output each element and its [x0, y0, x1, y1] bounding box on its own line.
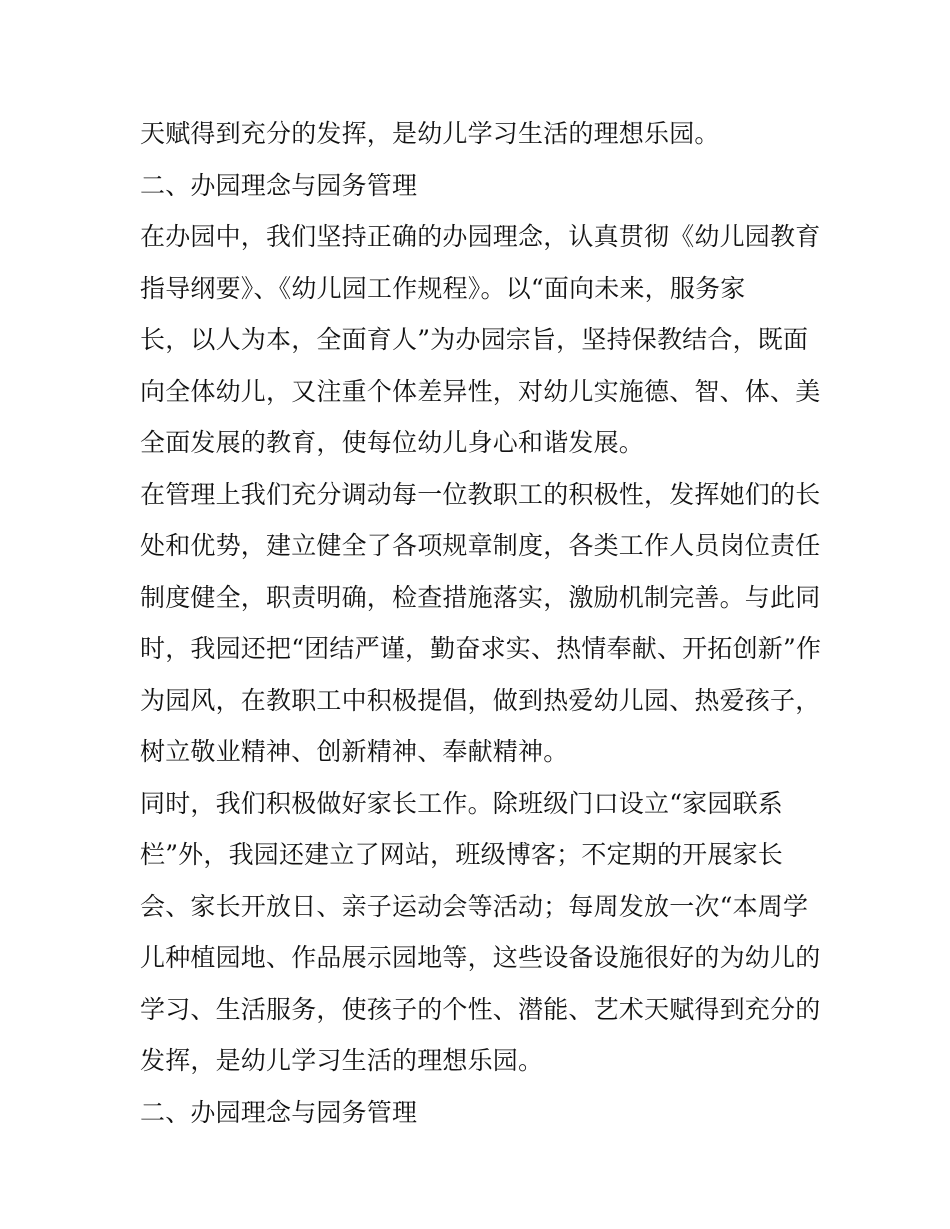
text-line: 会、家长开放日、亲子运动会等活动；每周发放一次“本周学 — [140, 891, 809, 921]
text-line: 学习、生活服务，使孩子的个性、潜能、艺术天赋得到充分的 — [140, 994, 821, 1024]
text-line: 在管理上我们充分调动每一位教职工的积极性，发挥她们的长 — [140, 479, 821, 509]
text-line: 栏”外，我园还建立了网站，班级博客；不定期的开展家长 — [140, 840, 783, 869]
text-line: 天赋得到充分的发挥，是幼儿学习生活的理想乐园。 — [140, 119, 720, 148]
text-line: 时，我园还把“团结严谨，勤奋求实、热情奉献、开拓创新”作 — [140, 634, 822, 663]
text-line: 处和优势，建立健全了各项规章制度，各类工作人员岗位责任 — [140, 531, 821, 560]
text-line: 向全体幼儿，又注重个体差异性，对幼儿实施德、智、体、美 — [140, 376, 821, 406]
text-line: 在办园中，我们坚持正确的办园理念，认真贯彻《幼儿园教育 — [140, 222, 821, 251]
text-line: 制度健全，职责明确，检查措施落实，激励机制完善。与此同 — [140, 582, 821, 612]
text-line: 同时，我们积极做好家长工作。除班级门口设立“家园联系 — [140, 788, 783, 818]
text-line: 儿种植园地、作品展示园地等，这些设备设施很好的为幼儿的 — [140, 943, 821, 972]
text-line: 发挥，是幼儿学习生活的理想乐园。 — [140, 1046, 544, 1075]
section-heading: 二、办园理念与园务管理 — [140, 170, 418, 200]
text-line: 树立敬业精神、创新精神、奉献精神。 — [140, 737, 569, 766]
text-line: 全面发展的教育，使每位幼儿身心和谐发展。 — [140, 428, 645, 457]
text-line: 长，以人为本，全面育人”为办园宗旨，坚持保教结合，既面 — [140, 325, 809, 354]
section-heading: 二、办园理念与园务管理 — [140, 1097, 418, 1127]
text-line: 为园风，在教职工中积极提倡，做到热爱幼儿园、热爱孩子， — [140, 685, 821, 715]
document-body — [140, 108, 820, 1138]
text-line: 指导纲要》、《幼儿园工作规程》。以“面向未来，服务家 — [140, 273, 746, 303]
